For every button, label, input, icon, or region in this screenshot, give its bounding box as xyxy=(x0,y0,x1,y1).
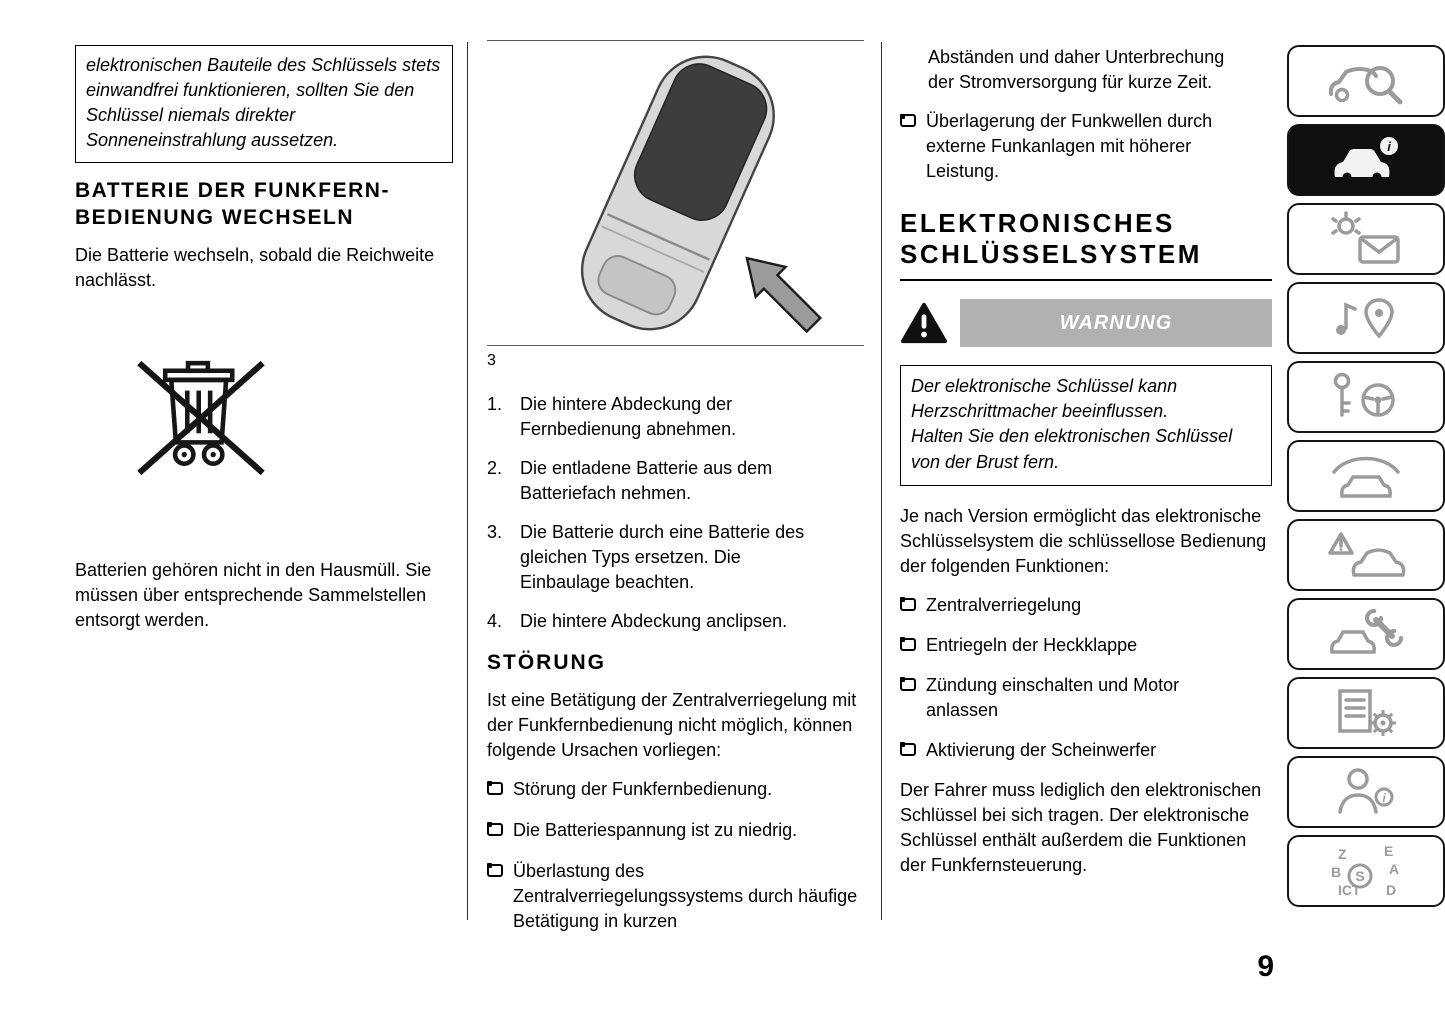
sidebar-tab-car-magnifier[interactable] xyxy=(1287,45,1445,117)
checkbox-bullet-icon xyxy=(900,678,916,691)
sunlight-note-box xyxy=(75,45,453,163)
car-warning-triangle-icon xyxy=(1326,527,1406,583)
malfunction-intro: Ist eine Betätigung der Zentralverriegelung mit der Funkfernbedienung nicht möglich, können folgende Ursachen vorliegen: xyxy=(487,689,857,760)
checkbox-bullet-icon xyxy=(900,638,916,651)
list-item-text: Die Batteriespannung ist zu niedrig. xyxy=(513,819,798,840)
figure-number: 3 xyxy=(487,352,496,369)
list-item-text: Störung der Funkfernbedienung. xyxy=(513,778,773,799)
battery-disposal-figure xyxy=(121,343,453,500)
svg-text:ICT: ICT xyxy=(1338,882,1361,898)
keyless-functions-list xyxy=(900,593,1272,763)
step-item xyxy=(487,456,864,506)
sidebar-tab-index-person[interactable] xyxy=(1287,756,1445,828)
figure-bottom-rule xyxy=(487,345,864,346)
battery-change-steps xyxy=(487,392,864,634)
person-info-icon xyxy=(1326,764,1406,820)
checkbox-bullet-icon xyxy=(900,598,916,611)
checkbox-bullet-icon xyxy=(487,782,503,795)
step-item xyxy=(487,392,864,442)
svg-text:B: B xyxy=(1331,864,1342,880)
list-item xyxy=(487,859,864,934)
checkbox-bullet-icon xyxy=(900,114,916,127)
list-item xyxy=(900,738,1272,763)
keyless-intro: Je nach Version ermöglicht das elektronische Schlüsselsystem die schlüssellose Bedienung der folgenden Funktionen: xyxy=(900,505,1267,576)
column-divider xyxy=(881,42,882,920)
right-column xyxy=(900,45,1272,878)
column-divider xyxy=(467,42,468,920)
step-item xyxy=(487,609,864,634)
crossed-out-wheelie-bin-icon xyxy=(121,343,281,493)
svg-text:A: A xyxy=(1389,861,1400,877)
driver-carry-key-text: Der Fahrer muss lediglich den elektronischen Schlüssel bei sich tragen. Der elektronische Schlüssel enthält außerdem die Funktionen der Funkfernsteuerung. xyxy=(900,779,1262,875)
left-column xyxy=(75,45,453,633)
sidebar-tab-emergency[interactable] xyxy=(1287,519,1445,591)
key-steering-wheel-icon xyxy=(1326,369,1406,425)
step-number: 4. xyxy=(487,611,503,632)
checkbox-bullet-icon xyxy=(487,864,503,877)
battery-disposal-text: Batterien gehören nicht in den Hausmüll. Sie müssen über entsprechende Sammelstellen entsorgt werden. xyxy=(75,560,432,631)
warning-triangle-icon xyxy=(900,301,948,345)
cover-removal-arrow xyxy=(731,243,828,340)
section-tab-bar xyxy=(1287,45,1445,914)
svg-text:i: i xyxy=(1382,791,1386,805)
pacemaker-warning-box xyxy=(900,365,1272,485)
checkbox-bullet-icon xyxy=(487,823,503,836)
warning-text-line: Halten Sie den elektronischen Schlüssel von der Brust fern. xyxy=(911,426,1233,472)
list-item xyxy=(900,633,1272,658)
step-text: Die hintere Abdeckung anclipsen. xyxy=(520,611,788,632)
warning-bar xyxy=(960,299,1272,347)
warning-text-line: Der elektronische Schlüssel kann Herzschrittmacher beeinflussen. xyxy=(911,376,1178,422)
malfunction-heading: STÖRUNG xyxy=(487,651,606,675)
list-item-text: Entriegeln der Heckklappe xyxy=(926,634,1138,655)
middle-column xyxy=(487,40,864,950)
list-item-text: Aktivierung der Scheinwerfer xyxy=(926,739,1157,760)
warning-lamp-envelope-icon xyxy=(1326,211,1406,267)
figure-top-rule xyxy=(487,40,864,41)
sidebar-tab-key-steering[interactable] xyxy=(1287,361,1445,433)
step-number: 3. xyxy=(487,522,503,543)
step-text: Die entladene Batterie aus dem Batteriefach nehmen. xyxy=(520,458,773,504)
key-fob-figure xyxy=(491,43,861,343)
cause-continuation-text: Abständen und daher Unterbrechung der Stromversorgung für kurze Zeit. xyxy=(928,47,1225,93)
step-text: Die hintere Abdeckung der Fernbedienung abnehmen. xyxy=(520,394,737,440)
list-item-text: Überlagerung der Funkwellen durch externe Funkanlagen mit höherer Leistung. xyxy=(926,111,1213,182)
list-item xyxy=(900,593,1272,618)
warning-banner xyxy=(900,299,1272,347)
list-item xyxy=(900,109,1272,184)
svg-text:S: S xyxy=(1355,868,1365,884)
note-text: elektronischen Bauteile des Schlüssels stets einwandfrei funktionieren, sollten Sie den Schlüssel niemals direkter Sonneneinstrahlung aussetzen. xyxy=(86,55,441,151)
svg-text:Z: Z xyxy=(1338,846,1347,862)
car-shelter-icon xyxy=(1326,448,1406,504)
warning-triangle-box xyxy=(900,299,960,347)
checkbox-bullet-icon xyxy=(900,743,916,756)
electronic-key-heading xyxy=(900,208,1272,281)
battery-change-heading xyxy=(75,178,453,231)
list-item xyxy=(900,673,1272,723)
sidebar-tab-car-info-active[interactable] xyxy=(1287,124,1445,196)
heading-line: ELEKTRONISCHES xyxy=(900,208,1175,239)
step-number: 2. xyxy=(487,458,503,479)
svg-text:D: D xyxy=(1386,882,1397,898)
list-item-text: Überlastung des Zentralverriegelungssystems durch häufige Betätigung in kurzen xyxy=(513,860,858,931)
step-item xyxy=(487,520,864,595)
sidebar-tab-alphabetical-index[interactable] xyxy=(1287,835,1445,907)
music-note-location-icon xyxy=(1326,290,1406,346)
page-number: 9 xyxy=(1257,950,1274,983)
sidebar-tab-technical-data[interactable] xyxy=(1287,677,1445,749)
step-number: 1. xyxy=(487,394,503,415)
car-wrench-icon xyxy=(1326,606,1406,662)
list-item xyxy=(487,777,864,802)
car-magnifier-icon xyxy=(1326,53,1406,109)
step-text: Die Batterie durch eine Batterie des gleichen Typs ersetzen. Die Einbaulage beachten. xyxy=(520,522,805,593)
sidebar-tab-music-location[interactable] xyxy=(1287,282,1445,354)
alphabetical-index-icon xyxy=(1326,843,1406,899)
malfunction-causes-list xyxy=(487,777,864,934)
svg-text:i: i xyxy=(1387,139,1391,154)
list-item-text: Zündung einschalten und Motor anlassen xyxy=(926,674,1180,720)
svg-text:E: E xyxy=(1384,843,1394,859)
battery-change-intro: Die Batterie wechseln, sobald die Reichweite nachlässt. xyxy=(75,244,435,290)
sidebar-tab-service[interactable] xyxy=(1287,598,1445,670)
heading-line: SCHLÜSSELSYSTEM xyxy=(900,239,1202,270)
sidebar-tab-car-shelter[interactable] xyxy=(1287,440,1445,512)
list-item xyxy=(487,818,864,843)
list-item-text: Zentralverriegelung xyxy=(926,594,1082,615)
document-gear-icon xyxy=(1326,685,1406,741)
heading-line: BATTERIE DER FUNKFERN- xyxy=(75,179,390,203)
heading-line: BEDIENUNG WECHSELN xyxy=(75,205,355,229)
car-info-icon xyxy=(1326,132,1406,188)
sidebar-tab-warning-lamp-envelope[interactable] xyxy=(1287,203,1445,275)
warning-label: WARNUNG xyxy=(1059,311,1173,334)
